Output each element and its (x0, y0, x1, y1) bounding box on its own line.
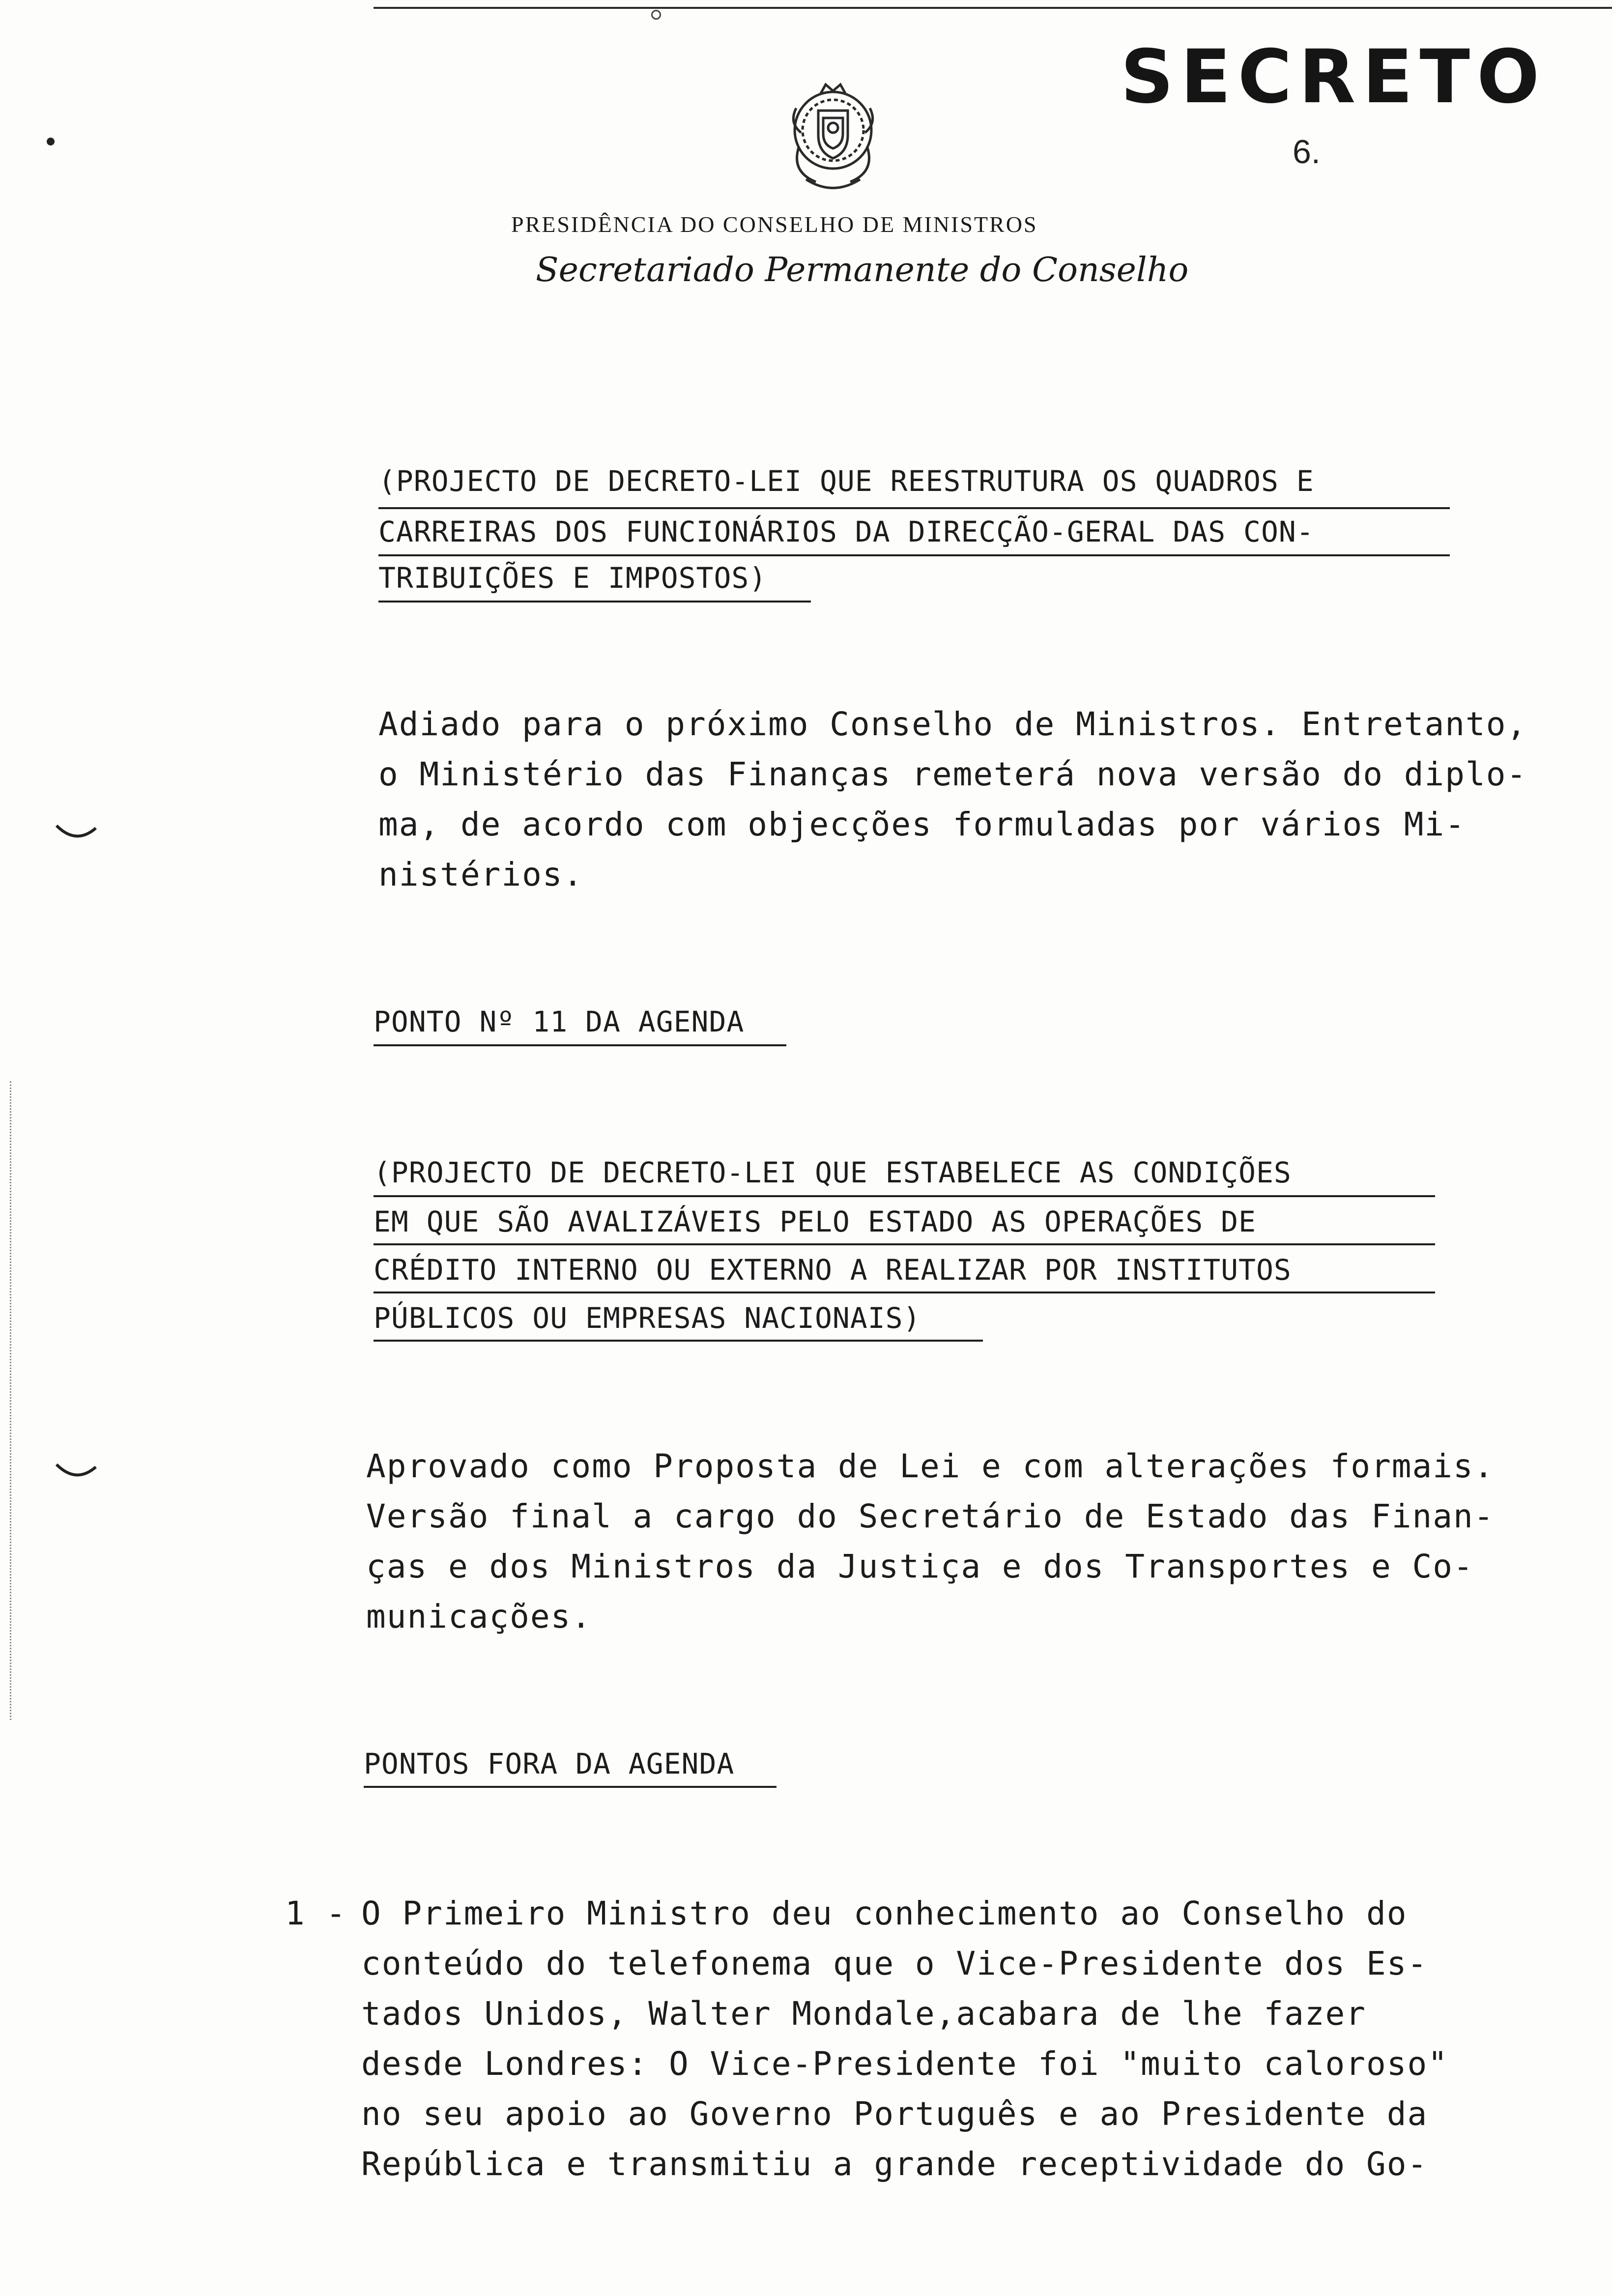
title-underline (374, 1292, 1435, 1293)
heading-underline (374, 1044, 786, 1046)
item3-body-line: no seu apoio ao Governo Português e ao Presidente da (361, 2095, 1428, 2133)
item3-body-line: República e transmitiu a grande receptividade do Go- (361, 2145, 1428, 2183)
title-underline (374, 1340, 983, 1342)
punch-hole (651, 10, 661, 20)
page-number: 6. (1293, 133, 1321, 171)
scan-edge (10, 1081, 13, 1720)
item2-body-line: ças e dos Ministros da Justiça e dos Transportes e Co- (366, 1548, 1474, 1585)
margin-dot (47, 138, 55, 145)
margin-check-mark-icon (54, 1460, 98, 1484)
item2-body-line: Aprovado como Proposta de Lei e com alterações formais. (366, 1447, 1495, 1485)
item1-body-line: nistérios. (378, 856, 584, 893)
item2-title-line: EM QUE SÃO AVALIZÁVEIS PELO ESTADO AS OPERAÇÕES DE (374, 1205, 1256, 1238)
top-rule (374, 7, 1612, 9)
classification-stamp: SECRETO (1121, 34, 1547, 120)
item3-body-line: desde Londres: O Vice-Presidente foi "muito caloroso" (361, 2045, 1448, 2083)
item3-heading: PONTOS FORA DA AGENDA (364, 1747, 735, 1780)
item1-body-line: o Ministério das Finanças remeterá nova versão do diplo- (378, 755, 1527, 793)
item3-body-line: conteúdo do telefonema que o Vice-Presidente dos Es- (361, 1945, 1428, 1982)
heading-underline (364, 1786, 777, 1788)
item3-body-line: tados Unidos, Walter Mondale,acabara de lhe fazer (361, 1995, 1367, 2033)
title-underline (374, 1243, 1435, 1245)
item2-title-line: (PROJECTO DE DECRETO-LEI QUE ESTABELECE AS CONDIÇÕES (374, 1156, 1292, 1189)
item1-body-line: Adiado para o próximo Conselho de Ministros. Entretanto, (378, 705, 1527, 743)
item2-body-line: municações. (366, 1598, 592, 1636)
list-marker: 1 - (285, 1894, 347, 1932)
item3-body-line: O Primeiro Ministro deu conhecimento ao Conselho do (361, 1894, 1408, 1932)
item1-title-line: (PROJECTO DE DECRETO-LEI QUE REESTRUTURA OS QUADROS E (378, 464, 1314, 498)
title-underline (374, 1195, 1435, 1197)
item1-title-line: TRIBUIÇÕES E IMPOSTOS) (378, 561, 767, 595)
margin-check-mark-icon (54, 821, 98, 845)
institution-header: PRESIDÊNCIA DO CONSELHO DE MINISTROS (511, 212, 1038, 237)
title-underline (378, 554, 1450, 556)
item1-title-line: CARREIRAS DOS FUNCIONÁRIOS DA DIRECÇÃO-GERAL DAS CON- (378, 515, 1314, 548)
item1-body-line: ma, de acordo com objecções formuladas por vários Mi- (378, 805, 1466, 843)
item2-title-line: CRÉDITO INTERNO OU EXTERNO A REALIZAR POR INSTITUTOS (374, 1253, 1292, 1287)
title-underline (378, 601, 811, 603)
item2-heading: PONTO Nº 11 DA AGENDA (374, 1005, 745, 1038)
office-header: Secretariado Permanente do Conselho (536, 251, 1189, 289)
title-underline (378, 507, 1450, 509)
item2-title-line: PÚBLICOS OU EMPRESAS NACIONAIS) (374, 1301, 921, 1335)
coat-of-arms-seal-icon (772, 74, 894, 201)
item2-body-line: Versão final a cargo do Secretário de Estado das Finan- (366, 1497, 1495, 1535)
